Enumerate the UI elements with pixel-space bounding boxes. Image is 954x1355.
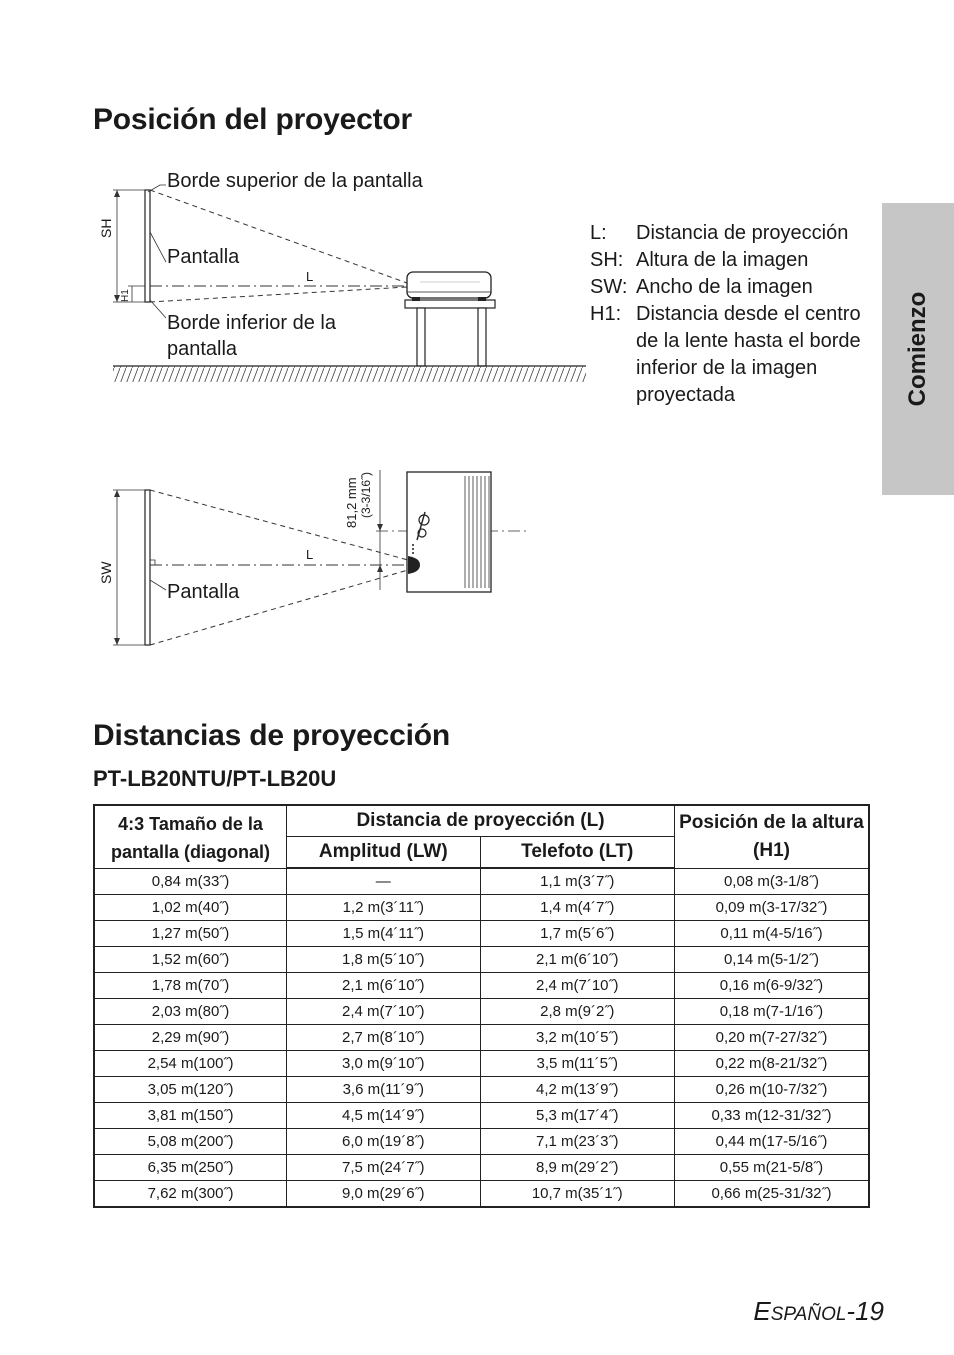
table-cell: 3,6 m(11´9˝) [287,1077,481,1103]
table-cell: 10,7 m(35´1˝) [480,1181,674,1208]
table-row [94,1103,869,1129]
page-footer: ESPAÑOL-19 [753,1296,884,1326]
table-cell: 0,22 m(8-21/32˝) [674,1051,869,1077]
header-tele: Telefoto (LT) [480,836,674,868]
table-cell: 0,66 m(25-31/32˝) [674,1181,869,1208]
table-cell: 2,03 m(80˝) [94,999,287,1025]
table-row [94,1181,869,1208]
table-cell: 0,26 m(10-7/32˝) [674,1077,869,1103]
table-cell: 2,29 m(90˝) [94,1025,287,1051]
table-cell: 2,4 m(7´10˝) [480,973,674,999]
top-view-diagram [113,470,530,645]
table-cell: 0,16 m(6-9/32˝) [674,973,869,999]
table-cell: 2,1 m(6´10˝) [480,947,674,973]
table-row [94,1077,869,1103]
screen-top [145,490,150,645]
side-tab-label: Comienzo [904,291,931,407]
header-screen-size: 4:3 Tamaño de la pantalla (diagonal) [94,805,287,868]
table-cell: 1,27 m(50˝) [94,921,287,947]
legend-item: SH: Altura de la imagen [590,249,809,271]
dim-offset-in: (3-3/16˝) [359,471,373,518]
section-title-projector-position: Posición del proyector [93,103,413,136]
table-cell: 2,1 m(6´10˝) [287,973,481,999]
table-row [94,1025,869,1051]
table-cell: 4,2 m(13´9˝) [480,1077,674,1103]
table-row [94,1129,869,1155]
legend-item: H1: Distancia desde el centro de la lente hasta el borde inferior de la imagen proyectada [590,303,861,406]
dim-sw: SW [98,561,114,584]
table-row [94,921,869,947]
table-cell: 3,05 m(120˝) [94,1077,287,1103]
table-cell: 8,9 m(29´2˝) [480,1155,674,1181]
table-cell: 0,33 m(12-31/32˝) [674,1103,869,1129]
table-cell: 6,35 m(250˝) [94,1155,287,1181]
table-cell: 3,5 m(11´5˝) [480,1051,674,1077]
table-row [94,947,869,973]
table-cell: 0,11 m(4-5/16˝) [674,921,869,947]
table-cell: 1,78 m(70˝) [94,973,287,999]
table-cell: 6,0 m(19´8˝) [287,1129,481,1155]
label-top-edge: Borde superior de la pantalla [167,170,423,192]
table-row [94,999,869,1025]
table-cell: 2,4 m(7´10˝) [287,999,481,1025]
dim-l-side: L [306,269,314,284]
table-cell: 1,8 m(5´10˝) [287,947,481,973]
table-cell: 2,54 m(100˝) [94,1051,287,1077]
table-row [94,1051,869,1077]
label-screen-top: Pantalla [167,581,240,603]
table-cell: 9,0 m(29´6˝) [287,1181,481,1208]
dim-h1: H1 [120,289,131,302]
table-cell: 0,84 m(33˝) [94,868,287,895]
table-cell: 1,2 m(3´11˝) [287,895,481,921]
table-cell: 0,55 m(21-5/8˝) [674,1155,869,1181]
table-cell: — [287,868,481,895]
table-cell: 2,8 m(9´2˝) [480,999,674,1025]
page-number: -19 [846,1296,884,1326]
table-body [94,868,869,1207]
table-cell: 1,7 m(5´6˝) [480,921,674,947]
table-cell: 1,02 m(40˝) [94,895,287,921]
table-cell: 5,3 m(17´4˝) [480,1103,674,1129]
table-cell: 4,5 m(14´9˝) [287,1103,481,1129]
table-row [94,973,869,999]
projection-distance-table [93,804,870,1208]
table-row [94,868,869,895]
dim-offset-mm: 81,2 mm [344,477,359,528]
dim-sh: SH [98,218,114,238]
legend-item: SW: Ancho de la imagen [590,276,813,298]
table-cell: 1,1 m(3´7˝) [480,868,674,895]
section-title-projection-distances: Distancias de proyección [93,719,451,752]
table-cell: 0,44 m(17-5/16˝) [674,1129,869,1155]
table-cell: 3,2 m(10´5˝) [480,1025,674,1051]
table-cell: 0,09 m(3-17/32˝) [674,895,869,921]
table-cell: 3,81 m(150˝) [94,1103,287,1129]
table-cell: 1,52 m(60˝) [94,947,287,973]
table-cell: 3,0 m(9´10˝) [287,1051,481,1077]
screen-side [145,190,150,302]
table-row [94,1155,869,1181]
projector-side [407,272,491,298]
table-cell: 0,20 m(7-27/32˝) [674,1025,869,1051]
table-cell: 5,08 m(200˝) [94,1129,287,1155]
table-cell: 0,08 m(3-1/8˝) [674,868,869,895]
dim-l-top: L [306,547,314,562]
table-cell: 0,18 m(7-1/16˝) [674,999,869,1025]
table-cell: 7,1 m(23´3˝) [480,1129,674,1155]
label-screen-side: Pantalla [167,246,240,268]
table-cell: 0,14 m(5-1/2˝) [674,947,869,973]
header-wide: Amplitud (LW) [287,836,481,868]
table-cell: 1,5 m(4´11˝) [287,921,481,947]
table-cell: 1,4 m(4´7˝) [480,895,674,921]
table-cell: 7,5 m(24´7˝) [287,1155,481,1181]
label-bottom-edge: Borde inferior de la pantalla [167,312,336,360]
dimension-legend [590,220,870,409]
table-cell: 7,62 m(300˝) [94,1181,287,1208]
table-row [94,895,869,921]
header-height-position: Posición de la altura (H1) [674,805,869,868]
header-projection-distance: Distancia de proyección (L) [287,805,675,836]
table-cell: 2,7 m(8´10˝) [287,1025,481,1051]
legend-item: L: Distancia de proyección [590,222,849,244]
model-heading: PT-LB20NTU/PT-LB20U [93,766,337,791]
